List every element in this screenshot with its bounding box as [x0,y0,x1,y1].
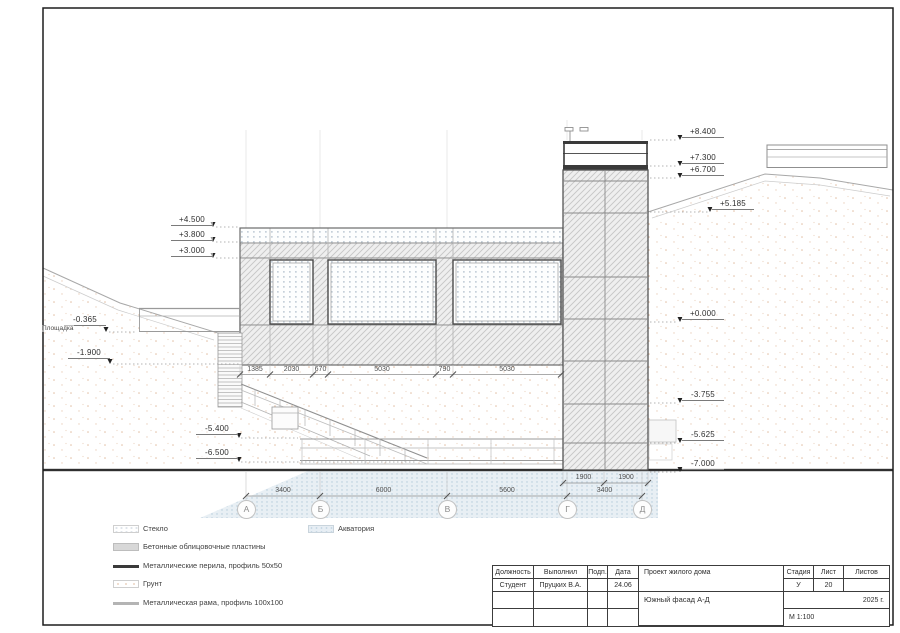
dimension-label: 790 [438,366,451,373]
title-block-header: Подп. [588,566,608,579]
axis-bubble: В [438,500,457,519]
legend-item [308,524,428,534]
platform-label: Площадка [42,325,74,332]
window [270,260,313,324]
legend-item [113,542,393,552]
empty-cell [588,609,608,626]
dimension-label: 5600 [499,487,515,494]
hillside-railing [767,145,887,168]
building-facade [240,228,563,365]
stage-value: У [784,579,814,592]
dimension-label: 3400 [275,487,291,494]
title-block-value: Пруцких В.А. [534,579,588,592]
dimension-label: 670 [314,366,327,373]
tower-antenna [565,128,588,142]
axis-bubble: Б [311,500,330,519]
sheets-total [844,579,889,592]
dimension-label: 5030 [499,366,515,373]
legend-label: Грунт [143,579,163,588]
title-block-value [588,579,608,592]
elevation-mark: -7.000 [682,459,724,470]
legend-label: Стекло [143,524,168,533]
empty-cell [608,609,639,626]
legend-label: Бетонные облицовочные пластины [143,542,266,551]
title-block-header: Стадия [784,566,814,579]
axis-bubble: Д [633,500,652,519]
terrain-left-slope [43,268,240,470]
elevation-mark: -5.400 [196,424,238,435]
elevation-mark: -5.625 [682,430,724,441]
scale-label: М 1:100 [789,614,815,621]
elevation-mark: +4.500 [171,215,213,226]
title-block-header: Выполнил [534,566,588,579]
empty-cell [493,592,534,609]
elevation-mark: -3.755 [682,390,724,401]
water-swatch [308,525,334,533]
dimension-label: 5030 [374,366,390,373]
legend-item [113,579,393,589]
empty-cell [588,592,608,609]
tower [563,128,648,471]
terrain-right-slope [648,174,893,470]
elevation-mark: +3.800 [171,230,213,241]
soil-swatch [113,580,139,588]
project-name: Проект жилого дома [639,566,784,592]
window [453,260,561,324]
year-label: 2025 г. [784,592,889,609]
railing-swatch [113,565,139,568]
empty-cell [534,609,588,626]
stair-ladder [218,333,242,407]
dimension-label: 1900 [575,474,592,481]
empty-cell [493,609,534,626]
elevation-mark: -1.900 [68,348,110,359]
elevation-mark: +0.000 [682,309,724,320]
legend-item [113,598,393,608]
title-block-header: Должность [493,566,534,579]
title-block [492,565,890,627]
dimension-label: 1385 [247,366,263,373]
elevation-mark: +7.300 [682,153,724,164]
title-block-header: Листов [844,566,889,579]
sheet-number: 20 [814,579,844,592]
empty-cell [608,592,639,609]
elevation-mark: -6.500 [196,448,238,459]
window [328,260,436,324]
elevation-mark: -0.365 [64,315,106,326]
elevation-mark: +3.000 [171,246,213,257]
elevation-mark: +5.185 [712,199,754,210]
title-block-header: Дата [608,566,639,579]
axis-bubble: А [237,500,256,519]
legend-label: Акватория [338,524,375,533]
frame-swatch [113,602,139,605]
title-block-header: Лист [814,566,844,579]
elevation-mark: +8.400 [682,127,724,138]
title-block-value: Студент [493,579,534,592]
legend-label: Металлические перила, профиль 50x50 [143,561,283,570]
legend-item [113,561,393,571]
dimension-label: 1900 [618,474,634,481]
drawing-title: Южный фасад А-Д [639,592,784,626]
elevation-mark: +6.700 [682,165,724,176]
quay-baseline [43,469,893,471]
stair-landing [272,407,298,429]
glass-swatch [113,525,139,533]
concrete-swatch [113,543,139,551]
title-block-value: 24.06 [608,579,639,592]
legend-label: Металлическая рама, профиль 100x100 [143,598,284,607]
empty-cell [534,592,588,609]
dimension-label: 2030 [283,366,300,373]
dimension-label: 6000 [375,487,392,494]
axis-bubble: Г [558,500,577,519]
dimension-label: 3400 [596,487,613,494]
